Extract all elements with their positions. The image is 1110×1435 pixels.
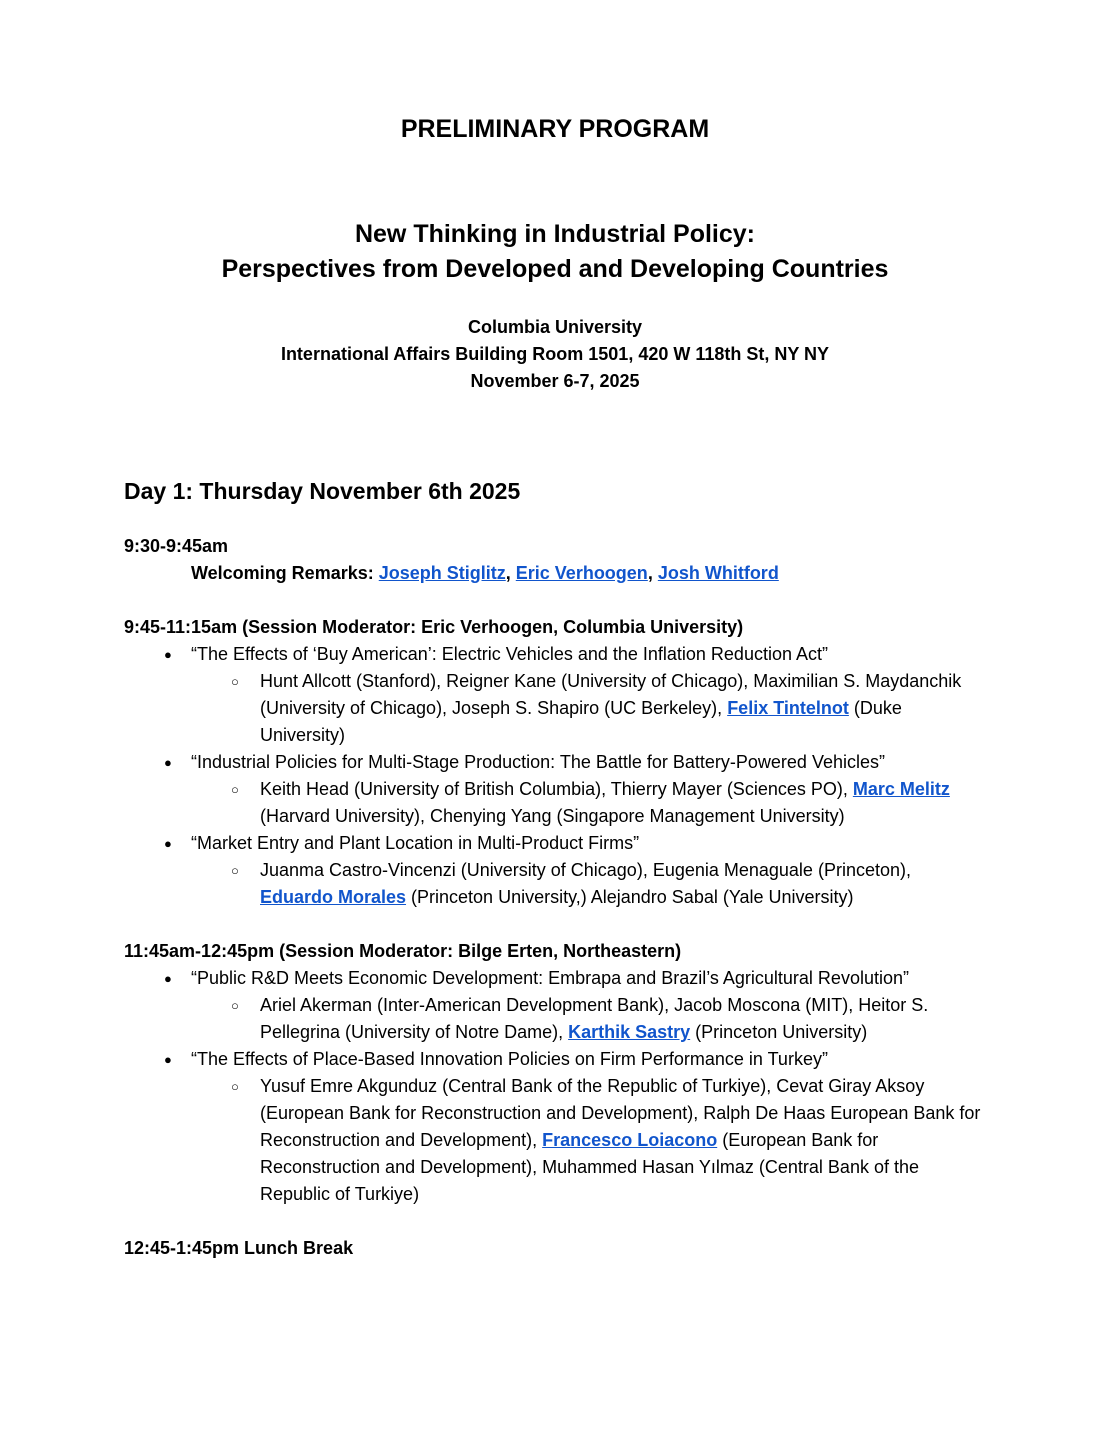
text-segment: (European Bank for Reconstruction and Development), Muhammed Hasan Yılmaz (Central Bank of the Republic of Turkiye) <box>260 1130 919 1204</box>
bullet-circle-icon: ○ <box>231 1079 239 1094</box>
link-felix-tintelnot[interactable]: Felix Tintelnot <box>727 698 849 718</box>
text-segment: 12:45-1:45pm Lunch Break <box>124 1238 354 1258</box>
conference-title-line2: Perspectives from Developed and Developing Countries <box>221 255 889 283</box>
paper-title <box>124 641 986 668</box>
venue-address: International Affairs Building Room 1501, 420 W 118th St, NY NY <box>280 344 830 364</box>
spacer <box>124 147 986 182</box>
paper-title <box>124 965 986 992</box>
bullet-disc-icon: ● <box>164 836 172 851</box>
conference-title-line1: New Thinking in Industrial Policy: <box>354 220 756 248</box>
text-segment: (Harvard University), Chenying Yang (Singapore Management University) <box>260 806 845 826</box>
text-segment: , <box>505 563 516 583</box>
bullet-circle-icon: ○ <box>231 998 239 1013</box>
bullet-circle-icon: ○ <box>231 674 239 689</box>
link-karthik-sastry[interactable]: Karthik Sastry <box>568 1022 691 1042</box>
link-marc-melitz[interactable]: Marc Melitz <box>852 779 950 799</box>
bullet-circle-icon: ○ <box>231 782 239 797</box>
link-francesco-loiacono[interactable]: Francesco Loiacono <box>542 1130 718 1150</box>
link-eduardo-morales[interactable]: Eduardo Morales <box>260 887 407 907</box>
text-segment: 9:45-11:15am (Session Moderator: Eric Verhoogen, Columbia University) <box>124 617 744 637</box>
text-segment: Ariel Akerman (Inter-American Development Bank), Jacob Moscona (MIT), Heitor S. Pellegrina (University of Notre Dame), <box>260 995 929 1042</box>
link-joseph-stiglitz[interactable]: Joseph Stiglitz <box>378 563 506 583</box>
text-segment: Juanma Castro-Vincenzi (University of Chicago), Eugenia Menaguale (Princeton), <box>260 860 911 880</box>
paper-title <box>124 749 986 776</box>
paper-authors <box>124 776 986 830</box>
text-segment: Welcoming Remarks: <box>191 563 379 583</box>
text-segment: Yusuf Emre Akgunduz (Central Bank of the Republic of Turkiye), Cevat Giray Aksoy (European Bank for Reconstruction and Development), Ralph De Haas European Bank for Reconstruction and Development), <box>260 1076 981 1150</box>
text-segment: “Industrial Policies for Multi-Stage Production: The Battle for Battery-Powered Vehicles” <box>191 752 885 772</box>
venue-dates: November 6-7, 2025 <box>470 371 640 391</box>
paper-authors <box>124 992 986 1046</box>
text-segment: “Market Entry and Plant Location in Multi-Product Firms” <box>191 833 640 853</box>
lunch-break <box>124 1235 986 1262</box>
paper-authors <box>124 1073 986 1208</box>
text-segment: 9:30-9:45am <box>124 536 229 556</box>
day1-heading: Day 1: Thursday November 6th 2025 <box>124 478 521 504</box>
day1-schedule <box>124 533 986 1262</box>
venue-university: Columbia University <box>467 317 643 337</box>
text-segment: “The Effects of Place-Based Innovation Policies on Firm Performance in Turkey” <box>191 1049 828 1069</box>
text-segment: (Princeton University,) Alejandro Sabal (Yale University) <box>406 887 854 907</box>
link-eric-verhoogen[interactable]: Eric Verhoogen <box>515 563 648 583</box>
session1-header <box>124 614 986 641</box>
spacer <box>124 287 986 314</box>
welcoming-remarks <box>124 560 986 587</box>
spacer <box>124 182 986 217</box>
bullet-circle-icon: ○ <box>231 863 239 878</box>
paper-authors <box>124 857 986 911</box>
text-segment: 11:45am-12:45pm (Session Moderator: Bilge Erten, Northeastern) <box>124 941 682 961</box>
paper-title <box>124 1046 986 1073</box>
session2-header <box>124 938 986 965</box>
text-segment: “The Effects of ‘Buy American’: Electric Vehicles and the Inflation Reduction Act” <box>191 644 828 664</box>
text-segment: “Public R&D Meets Economic Development: Embrapa and Brazil’s Agricultural Revolution” <box>191 968 909 988</box>
bullet-disc-icon: ● <box>164 1052 172 1067</box>
paper-authors <box>124 668 986 749</box>
time-slot-930-945am <box>124 533 986 560</box>
text-segment: (Princeton University) <box>690 1022 868 1042</box>
text-segment: Hunt Allcott (Stanford), Reigner Kane (University of Chicago), Maximilian S. Maydanchik (University of Chicago), Joseph S. Shapiro (UC Berkeley), <box>260 671 962 718</box>
paper-title <box>124 830 986 857</box>
bullet-disc-icon: ● <box>164 971 172 986</box>
bullet-disc-icon: ● <box>164 755 172 770</box>
link-josh-whitford[interactable]: Josh Whitford <box>657 563 779 583</box>
text-segment: Keith Head (University of British Columbia), Thierry Mayer (Sciences PO), <box>260 779 853 799</box>
program-label: PRELIMINARY PROGRAM <box>400 115 710 143</box>
bullet-disc-icon: ● <box>164 647 172 662</box>
text-segment: , <box>647 563 658 583</box>
text-segment: (Duke University) <box>260 698 902 745</box>
